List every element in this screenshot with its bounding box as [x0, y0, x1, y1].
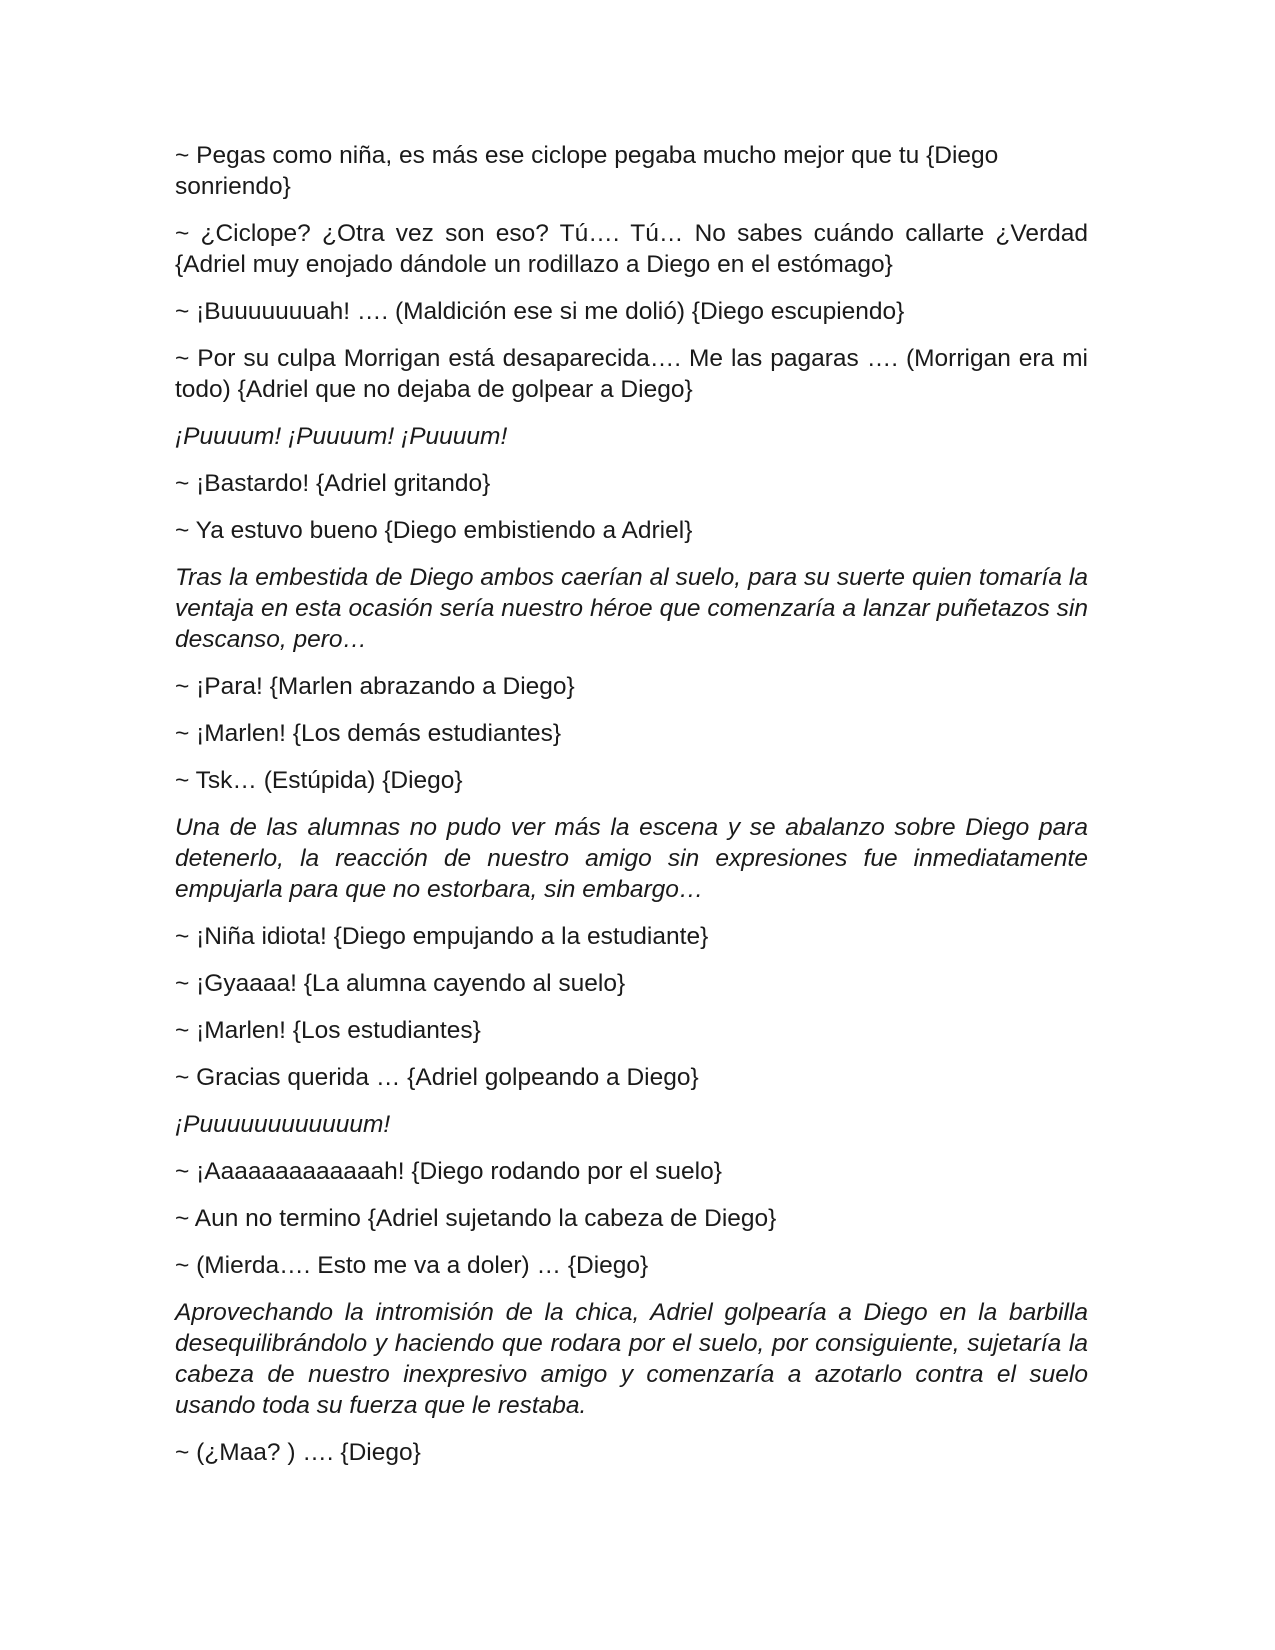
dialogue-line: ~ ¡Bastardo! {Adriel gritando}: [175, 470, 491, 497]
narration-paragraph: Aprovechando la intromisión de la chica, Adriel golpearía a Diego en la barbilla desequilibrándolo y haciendo que rodara por el suelo, por consiguiente, sujetaría la cabeza de nuestro inexpresivo amigo y comenzaría a azotarlo contra el suelo usando toda su fuerza que le restaba.: [175, 1299, 1088, 1419]
dialogue-line: ~ (Mierda…. Esto me va a doler) … {Diego}: [175, 1252, 649, 1279]
dialogue-line: ~ Tsk… (Estúpida) {Diego}: [175, 767, 463, 794]
dialogue-line: ~ ¡Marlen! {Los demás estudiantes}: [175, 720, 562, 747]
dialogue-line: ~ ¡Gyaaaa! {La alumna cayendo al suelo}: [175, 970, 626, 997]
dialogue-line: ~ ¡Niña idiota! {Diego empujando a la estudiante}: [175, 923, 709, 950]
dialogue-line: ~ (¿Maa? ) …. {Diego}: [175, 1439, 421, 1466]
dialogue-line: ~ ¿Ciclope? ¿Otra vez son eso? Tú…. Tú… No sabes cuándo callarte ¿Verdad {Adriel muy enojado dándole un rodillazo a Diego en el estómago}: [175, 220, 1088, 278]
narration-paragraph: Una de las alumnas no pudo ver más la escena y se abalanzo sobre Diego para detenerlo, la reacción de nuestro amigo sin expresiones fue inmediatamente empujarla para que no estorbara, sin embargo…: [175, 814, 1088, 903]
narration-paragraph: ¡Puuuum! ¡Puuuum! ¡Puuuum!: [175, 423, 508, 450]
dialogue-line: ~ Gracias querida … {Adriel golpeando a Diego}: [175, 1064, 699, 1091]
dialogue-line: ~ Por su culpa Morrigan está desaparecida…. Me las pagaras …. (Morrigan era mi todo) {Adriel que no dejaba de golpear a Diego}: [175, 345, 1088, 403]
narration-paragraph: ¡Puuuuuuuuuuuum!: [175, 1111, 391, 1138]
dialogue-line: ~ ¡Aaaaaaaaaaaaah! {Diego rodando por el suelo}: [175, 1158, 722, 1185]
dialogue-line: ~ Pegas como niña, es más ese ciclope pegaba mucho mejor que tu {Diego sonriendo}: [175, 142, 999, 200]
dialogue-line: ~ ¡Marlen! {Los estudiantes}: [175, 1017, 481, 1044]
dialogue-line: ~ ¡Para! {Marlen abrazando a Diego}: [175, 673, 575, 700]
document-page: [175, 140, 1088, 1484]
dialogue-line: ~ ¡Buuuuuuuah! …. (Maldición ese si me dolió) {Diego escupiendo}: [175, 298, 905, 325]
dialogue-line: ~ Aun no termino {Adriel sujetando la cabeza de Diego}: [175, 1205, 777, 1232]
dialogue-line: ~ Ya estuvo bueno {Diego embistiendo a Adriel}: [175, 517, 693, 544]
narration-paragraph: Tras la embestida de Diego ambos caerían al suelo, para su suerte quien tomaría la ventaja en esta ocasión sería nuestro héroe que comenzaría a lanzar puñetazos sin descanso, pero…: [175, 564, 1088, 653]
